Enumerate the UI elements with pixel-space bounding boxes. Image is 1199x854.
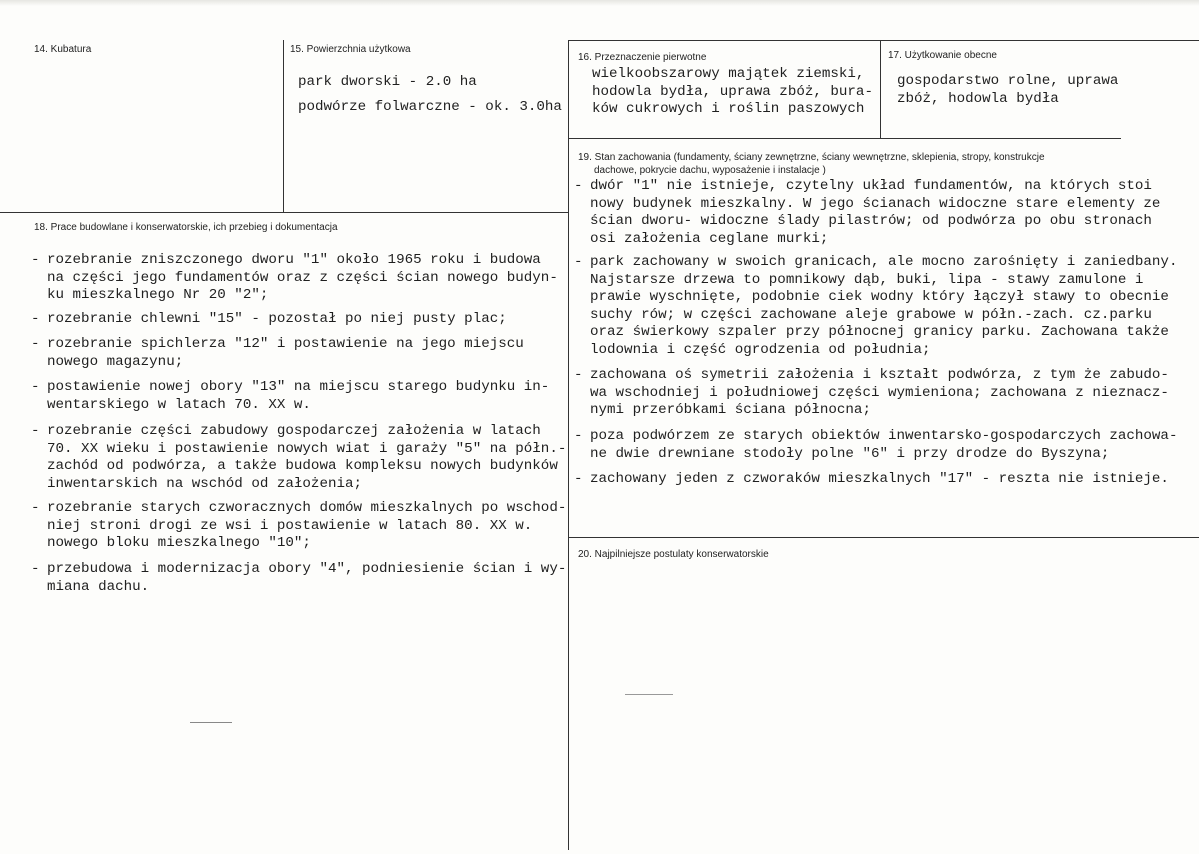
item-line: przebudowa i modernizacja obory "4", podniesienie ścian i wy- (47, 561, 567, 577)
item-line: inwentarskich na wschód od założenia; (47, 475, 363, 492)
item-line: ścian dworu- widoczne ślady pilastrów; od podwórza po obu stronach (590, 213, 1152, 230)
field-16-line: hodowla bydła, uprawa zbóż, bura- (592, 83, 873, 100)
item-line: zachowana oś symetrii założenia i kształt podwórza, z tym że zabudo- (590, 367, 1169, 383)
field-15-line: park dworski - 2.0 ha (298, 74, 477, 90)
item-line: nowego magazynu; (47, 353, 184, 370)
item-line: oraz świerkowy szpaler przy północnej granicy parku. Zachowana także (590, 324, 1169, 341)
rule-20 (568, 537, 1199, 538)
field-17-label: 17. Użytkowanie obecne (888, 50, 997, 61)
item-line: dwór "1" nie istnieje, czytelny układ fundamentów, na których stoi (590, 178, 1152, 194)
rule-18 (0, 212, 568, 213)
item-line: rozebranie starych czworacznych domów mieszkalnych po wschod- (47, 500, 567, 516)
item-line: prawie wyschnięte, podobnie ciek wodny który łączył stawy to obecnie (590, 289, 1169, 306)
item-line: ne dwie drewniane stodoły polne "6" i przy drodze do Byszyna; (590, 445, 1110, 462)
item-line: osi założenia ceglane murki; (590, 230, 829, 247)
field-19-label-cont: dachowe, pokrycie dachu, wyposażenie i instalacje ) (594, 165, 826, 176)
field-15-line: podwórze folwarczne - ok. 3.0ha (298, 99, 562, 115)
item-line: rozebranie części zabudowy gospodarczej założenia w latach (47, 423, 541, 439)
item-line: rozebranie spichlerza "12" i postawienie na jego miejscu (47, 336, 524, 352)
rule-19 (568, 138, 1121, 139)
item-line: 70. XX wieku i postawienie nowych wiat i garaży "5" na półn.- (47, 440, 567, 457)
scan-edge (0, 0, 1199, 6)
item-line: zachowany jeden z czworaków mieszkalnych "17" - reszta nie istnieje. (590, 471, 1169, 487)
item-line: wentarskiego w latach 70. XX w. (47, 396, 311, 413)
item-line: suchy rów; w części zachowane aleje grabowe w półn.-zach. cz.parku (590, 306, 1152, 323)
item-line: rozebranie zniszczonego dworu "1" około 1965 roku i budowa (47, 252, 541, 268)
item-line: ku mieszkalnego Nr 20 "2"; (47, 287, 269, 304)
item-line: miana dachu. (47, 578, 150, 595)
item-line: lodownia i część ogrodzenia od południa; (590, 341, 931, 358)
top-rule-right (568, 40, 1199, 41)
item-line: nowego bloku mieszkalnego "10"; (47, 535, 311, 552)
item-line: postawienie nowej obory "13" na miejscu starego budynku in- (47, 379, 550, 395)
item-line: niej stroni drogi ze wsi i postawienie w latach 80. XX w. (47, 517, 533, 534)
item-line: nowy budynek mieszkalny. W jego ścianach widoczne stare elementy ze (590, 195, 1161, 212)
field-16-label: 16. Przeznaczenie pierwotne (578, 52, 707, 63)
divider-center (568, 40, 569, 850)
item-line: park zachowany w swoich granicach, ale mocno zarośnięty i zaniedbany. (590, 254, 1178, 270)
field-16-line: ków cukrowych i roślin paszowych (592, 101, 865, 117)
field-20-label: 20. Najpilniejsze postulaty konserwatorskie (578, 549, 769, 560)
item-line: na części jego fundamentów oraz z części ścian nowego budyn- (47, 269, 558, 286)
item-line: rozebranie chlewni "15" - pozostał po niej pusty plac; (47, 311, 507, 327)
scan-mark (190, 722, 232, 723)
item-line: nymi przeróbkami ściana północna; (590, 402, 871, 419)
field-14-label: 14. Kubatura (34, 44, 92, 55)
item-line: Najstarsze drzewa to pomnikowy dąb, buki, lipa - stawy zamulone i (590, 271, 1144, 288)
field-15-label: 15. Powierzchnia użytkowa (290, 44, 411, 55)
scan-mark (625, 694, 673, 695)
conservation-record-card: 14. Kubatura 15. Powierzchnia użytkowa park dworski - 2.0 ha podwórze folwarczne - ok. 3.0ha 16. Przeznaczenie pierwotne wielkoobszarowy majątek ziemski, hodowla bydła, uprawa zbóż, bura- ków cukrowych i roślin paszowych 17. Użytkowanie obecne gospodarstwo rolne, uprawa zbóż, hodowla bydła 19. Stan zachowania (fundamenty, ściany zewnętrzne, ściany wewnętrzne, sklepienia, stropy, konstrukcje dachowe, pokrycie dachu, wyposażenie i instalacje ) 18. Prace budowlane i konserwatorskie, ich przebieg i dokumentacja - rozebranie zniszczonego dworu "1" około 1965 roku i budowa na części jego fundamentów oraz z części ścian nowego budyn- ku mieszkalnego Nr 20 "2"; - rozebranie chlewni "15" - pozostał po niej pusty plac; - rozebranie spichlerza "12" i postawienie na jego miejscu nowego magazynu; - postawienie nowej obory "13" na miejscu starego budynku in- wentarskiego w latach 70. XX w. - rozebranie części zabudowy gospodarczej założenia w latach 70. XX wieku i postawienie nowych wiat i garaży "5" na półn.- zachód od podwórza, a także budowa kompleksu nowych budynków inwentarskich na wschód od założenia; - rozebranie starych czworacznych domów mieszkalnych po wschod- niej stroni drogi ze wsi i postawienie w latach 80. XX w. nowego bloku mieszkalnego "10"; - przebudowa i modernizacja obory "4", podniesienie ścian i wy- miana dachu. - dwór "1" nie istnieje, czytelny układ fundamentów, na których stoi nowy budynek mieszkalny. W jego ścianach widoczne stare elementy ze ścian dworu- widoczne ślady pilastrów; od podwórza po obu stronach osi założenia ceglane murki; - park zachowany w swoich granicach, ale mocno zarośnięty i zaniedbany. Najstarsze drzewa to pomnikowy dąb, buki, lipa - stawy zamulone i prawie wyschnięte, podobnie ciek wodny który łączył stawy to obecnie suchy rów; w części zachowane aleje grabowe w półn.-zach. cz.parku oraz świerkowy szpaler przy północnej granicy parku. Zachowana także lodownia i część ogrodzenia od południa; - zachowana oś symetrii założenia i kształt podwórza, z tym że zabudo- wa wschodniej i południowej części wymieniona; zachowana z nieznacz- nymi przeróbkami ściana północna; - poza podwórzem ze starych obiektów inwentarsko-gospodarczych zachowa- ne dwie drewniane stodoły polne "6" i przy drodze do Byszyna; - zachowany jeden z czworaków mieszkalnych "17" - reszta nie istnieje. 20. Najpilniejsze postulaty konserwatorskie (0, 0, 1199, 854)
item-line: zachód od podwórza, a także budowa kompleksu nowych budynków (47, 458, 558, 475)
field-17-line: gospodarstwo rolne, uprawa (897, 73, 1119, 89)
field-19-label: 19. Stan zachowania (fundamenty, ściany zewnętrzne, ściany wewnętrzne, sklepienia, stropy, konstrukcje (578, 152, 1045, 163)
item-line: wa wschodniej i południowej części wymieniona; zachowana z nieznacz- (590, 384, 1169, 401)
field-16-line: wielkoobszarowy majątek ziemski, (592, 66, 865, 82)
item-line: poza podwórzem ze starych obiektów inwentarsko-gospodarczych zachowa- (590, 428, 1178, 444)
field-18-label: 18. Prace budowlane i konserwatorskie, ich przebieg i dokumentacja (34, 222, 338, 233)
divider-16-17 (880, 40, 881, 138)
divider-14-15 (283, 40, 284, 212)
field-17-line: zbóż, hodowla bydła (897, 90, 1059, 107)
